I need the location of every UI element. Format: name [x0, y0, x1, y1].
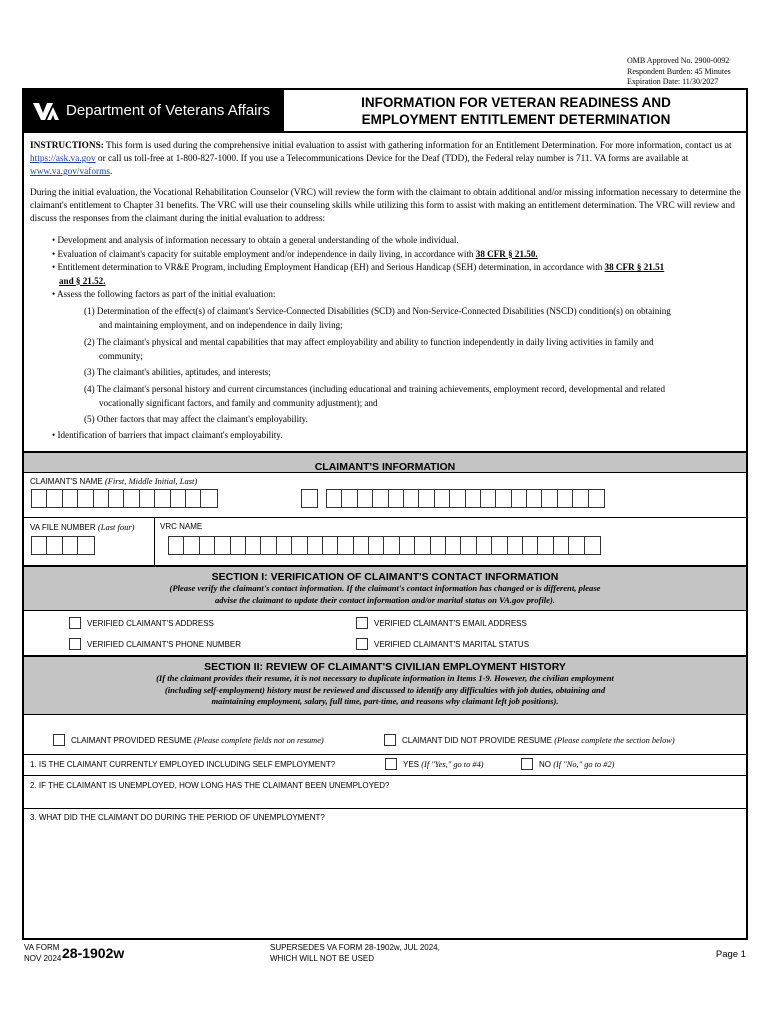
- character-box[interactable]: [384, 537, 399, 554]
- character-box[interactable]: [466, 490, 481, 507]
- checkbox-box[interactable]: [385, 758, 397, 770]
- question-3-input[interactable]: [24, 825, 746, 937]
- character-box[interactable]: [481, 490, 496, 507]
- character-box[interactable]: [338, 537, 353, 554]
- checkbox-label: VERIFIED CLAIMANT'S MARITAL STATUS: [374, 639, 530, 649]
- omb-approval: OMB Approved No. 2900-0092: [627, 56, 730, 65]
- cfr-link[interactable]: 38 CFR § 21.50.: [475, 248, 538, 259]
- character-box[interactable]: [369, 537, 384, 554]
- bullet-item: [52, 288, 742, 302]
- bullet-list: [52, 234, 742, 302]
- verified-email-checkbox[interactable]: [356, 617, 527, 629]
- resume-not-provided-checkbox[interactable]: [384, 734, 675, 746]
- bullet-text: • Assess the following factors as part of the initial evaluation:: [52, 289, 276, 299]
- verified-address-checkbox[interactable]: [69, 617, 214, 629]
- character-box[interactable]: [292, 537, 307, 554]
- character-box[interactable]: [404, 490, 419, 507]
- character-box[interactable]: [32, 490, 47, 507]
- factor-item: [84, 336, 744, 363]
- character-box[interactable]: [389, 490, 404, 507]
- title-line-2: EMPLOYMENT ENTITLEMENT DETERMINATION: [361, 112, 671, 127]
- checkbox-hint: (If "No," go to #2): [553, 759, 615, 769]
- factor-text: vocationally significant factors, and family and community adjustment); and: [99, 397, 378, 408]
- character-box[interactable]: [215, 537, 230, 554]
- character-box[interactable]: [277, 537, 292, 554]
- divider: [24, 517, 746, 518]
- title-line-1: INFORMATION FOR VETERAN READINESS AND: [361, 95, 671, 110]
- factor-text: (1) Determination of the effect(s) of claimant's Service-Connected Disabilities (SCD) and Non-Service-Connected Disabilities (NSCD) condition(s) on obtaining: [84, 306, 671, 316]
- instructions-text: or call us toll-free at 1-800-827-1000. If you use a Telecommunications Device for the Deaf (TDD), the Federal relay number is 711. VA forms are available at: [95, 154, 689, 164]
- checkbox-box[interactable]: [69, 617, 81, 629]
- character-box[interactable]: [527, 490, 542, 507]
- form-id: [24, 942, 61, 964]
- claimant-name-label: [30, 476, 197, 486]
- factor-text: (5) Other factors that may affect the claimant's employability.: [84, 414, 308, 424]
- character-box[interactable]: [200, 537, 215, 554]
- supersedes-line: WHICH WILL NOT BE USED: [270, 954, 375, 963]
- va-form-label: VA FORM: [24, 943, 60, 952]
- question-2-input[interactable]: [24, 790, 746, 807]
- form-header: [24, 90, 746, 133]
- cfr-link[interactable]: 38 CFR § 21.51: [604, 262, 665, 272]
- character-box[interactable]: [323, 537, 338, 554]
- character-box[interactable]: [327, 490, 342, 507]
- factor-text: community;: [99, 350, 143, 361]
- form-date: NOV 2024: [24, 954, 62, 963]
- bullet-text: • Evaluation of claimant's capacity for suitable employment and/or independence in daily living, in accordance with: [52, 248, 476, 259]
- checkbox-label: YES: [403, 759, 420, 769]
- section-1-header: [24, 565, 746, 611]
- section-title: SECTION I: VERIFICATION OF CLAIMANT'S CONTACT INFORMATION: [211, 571, 559, 583]
- divider: [24, 754, 746, 755]
- character-box[interactable]: [155, 490, 170, 507]
- bullet-item: [52, 248, 742, 262]
- factor-item: [84, 366, 744, 380]
- factor-item: [84, 413, 744, 427]
- character-box[interactable]: [569, 537, 584, 554]
- employed-no-checkbox[interactable]: [521, 758, 614, 770]
- factor-text: (4) The claimant's personal history and current circumstances (including educational and training achievements, employment record, developmental and related: [84, 384, 665, 394]
- instructions-text: This form is used during the comprehensive initial evaluation to assist with gathering information for an Entitlement Determination. For more information, contact us at: [103, 141, 732, 151]
- character-box[interactable]: [94, 490, 109, 507]
- divider: [24, 775, 746, 776]
- character-box[interactable]: [589, 490, 604, 507]
- character-box[interactable]: [246, 537, 261, 554]
- character-box[interactable]: [450, 490, 465, 507]
- evaluation-paragraph: During the initial evaluation, the Vocational Rehabilitation Counselor (VRC) will review the form with the claimant to obtain additional and/or missing information necessary to determine the claimant's entitlement to Chapter 31 benefits. The VRC will use their counseling skills while utilizing this form to assist with making an entitlement determination. The VRC will review and discuss the responses from the claimant during the initial evaluation to address:: [30, 188, 741, 224]
- character-box[interactable]: [373, 490, 388, 507]
- character-box[interactable]: [400, 537, 415, 554]
- supersedes-note: [270, 942, 440, 964]
- page-number: Page 1: [715, 949, 746, 960]
- character-box[interactable]: [477, 537, 492, 554]
- section-subtitle: maintaining employment, salary, full time, part-time, and reasons why claimant left job positions).: [211, 696, 559, 706]
- verified-marital-status-checkbox[interactable]: [356, 638, 529, 650]
- character-box[interactable]: [461, 537, 476, 554]
- character-box[interactable]: [231, 537, 246, 554]
- character-box[interactable]: [124, 490, 139, 507]
- character-box[interactable]: [184, 537, 199, 554]
- middle-initial-input[interactable]: [301, 489, 318, 508]
- employed-yes-checkbox[interactable]: [385, 758, 484, 770]
- section-title: SECTION II: REVIEW OF CLAIMANT'S CIVILIAN EMPLOYMENT HISTORY: [204, 661, 566, 673]
- checkbox-label: VERIFIED CLAIMANT'S EMAIL ADDRESS: [374, 618, 527, 628]
- character-box[interactable]: [358, 490, 373, 507]
- character-box[interactable]: [201, 490, 216, 507]
- label-hint: (Last four): [97, 522, 135, 532]
- instructions-label: INSTRUCTIONS:: [30, 141, 104, 151]
- checkbox-label: VERIFIED CLAIMANT'S ADDRESS: [87, 618, 214, 628]
- instructions: [30, 140, 742, 179]
- character-box[interactable]: [508, 537, 523, 554]
- checkbox-box[interactable]: [356, 617, 368, 629]
- character-box[interactable]: [186, 490, 201, 507]
- character-box[interactable]: [496, 490, 511, 507]
- section-2-header: [24, 655, 746, 715]
- character-box[interactable]: [435, 490, 450, 507]
- character-box[interactable]: [446, 537, 461, 554]
- bullet-item: [52, 261, 742, 288]
- character-box[interactable]: [558, 490, 573, 507]
- character-box[interactable]: [538, 537, 553, 554]
- section-title: CLAIMANT'S INFORMATION: [314, 461, 456, 473]
- character-box[interactable]: [573, 490, 588, 507]
- checkbox-label: VERIFIED CLAIMANT'S PHONE NUMBER: [87, 639, 241, 649]
- resume-provided-checkbox[interactable]: [53, 734, 324, 746]
- bullet-item: [52, 234, 742, 248]
- character-box[interactable]: [261, 537, 276, 554]
- character-box[interactable]: [63, 490, 78, 507]
- question-1-label: 1. IS THE CLAIMANT CURRENTLY EMPLOYED INCLUDING SELF EMPLOYMENT?: [30, 760, 336, 769]
- checkbox-label: NO: [539, 759, 551, 769]
- form-number: 28-1902w: [62, 945, 125, 961]
- character-box[interactable]: [63, 537, 78, 554]
- form-title: [286, 90, 746, 131]
- section-subtitle: (including self-employment) history must be reviewed and discussed to identify any difficulties with job duties, obtaining and: [164, 684, 606, 695]
- bullet-item: • Identification of barriers that impact claimant's employability.: [52, 430, 283, 440]
- va-logo-block: [24, 90, 284, 131]
- character-box[interactable]: [415, 537, 430, 554]
- vrc-name-input[interactable]: [168, 536, 601, 555]
- character-box[interactable]: [78, 537, 93, 554]
- claimant-info-header: [24, 451, 746, 473]
- va-seal-icon: [32, 100, 60, 122]
- checkbox-box[interactable]: [69, 638, 81, 650]
- bullet-text: • Entitlement determination to VR&E Program, including Employment Handicap (EH) and Serious Handicap (SEH) determination, in accordance with: [52, 262, 605, 272]
- va-file-number-label: [30, 522, 135, 532]
- cfr-link[interactable]: and § 21.52.: [59, 275, 106, 286]
- vrc-name-label: VRC NAME: [160, 522, 203, 531]
- character-box[interactable]: [302, 490, 317, 507]
- character-box[interactable]: [523, 537, 538, 554]
- checkbox-box[interactable]: [521, 758, 533, 770]
- question-3-label: 3. WHAT DID THE CLAIMANT DO DURING THE PERIOD OF UNEMPLOYMENT?: [30, 813, 325, 822]
- supersedes-line: SUPERSEDES VA FORM 28-1902w, JUL 2024,: [270, 943, 440, 952]
- divider: [24, 808, 746, 809]
- label-text: CLAIMANT'S NAME: [30, 477, 103, 486]
- character-box[interactable]: [585, 537, 600, 554]
- checkbox-label: CLAIMANT PROVIDED RESUME: [71, 735, 192, 745]
- character-box[interactable]: [512, 490, 527, 507]
- factor-text: and maintaining employment, and on independence in daily living;: [99, 319, 343, 330]
- checkbox-box[interactable]: [356, 638, 368, 650]
- character-box[interactable]: [308, 537, 323, 554]
- character-box[interactable]: [32, 537, 47, 554]
- checkbox-hint: (Please complete the section below): [554, 735, 675, 745]
- label-text: VA FILE NUMBER: [30, 523, 96, 532]
- section-subtitle: (Please verify the claimant's contact information. If the claimant's contact information has changed or is different, please: [169, 583, 601, 593]
- character-box[interactable]: [342, 490, 357, 507]
- department-name: Department of Veterans Affairs: [66, 102, 271, 119]
- checkbox-label: CLAIMANT DID NOT PROVIDE RESUME: [402, 735, 552, 745]
- character-box[interactable]: [109, 490, 124, 507]
- omb-burden: Respondent Burden: 45 Minutes: [627, 66, 731, 76]
- divider: [154, 517, 155, 565]
- first-name-input[interactable]: [31, 489, 218, 508]
- section-subtitle: (If the claimant provides their resume, it is not necessary to duplicate information in Items 1-9. However, the civilian employment: [156, 673, 614, 683]
- ask-va-link[interactable]: https://ask.va.gov: [30, 154, 96, 164]
- character-box[interactable]: [169, 537, 184, 554]
- omb-expiration: Expiration Date: 11/30/2027: [627, 77, 719, 86]
- va-forms-link[interactable]: www.va.gov/vaforms: [30, 167, 110, 177]
- checkbox-box[interactable]: [53, 734, 65, 746]
- question-2-label: 2. IF THE CLAIMANT IS UNEMPLOYED, HOW LONG HAS THE CLAIMANT BEEN UNEMPLOYED?: [30, 781, 390, 790]
- label-hint: (First, Middle Initial, Last): [104, 476, 198, 486]
- omb-info: [627, 56, 731, 88]
- checkbox-hint: (Please complete fields not on resume): [194, 735, 324, 745]
- character-box[interactable]: [47, 537, 62, 554]
- form-frame: [22, 88, 748, 940]
- character-box[interactable]: [140, 490, 155, 507]
- last-name-input[interactable]: [326, 489, 605, 508]
- section-subtitle: advise the claimant to update their contact information and/or marital status on VA.gov profile).: [214, 594, 556, 605]
- character-box[interactable]: [78, 490, 93, 507]
- factor-item: [84, 383, 744, 410]
- character-box[interactable]: [354, 537, 369, 554]
- character-box[interactable]: [542, 490, 557, 507]
- checkbox-box[interactable]: [384, 734, 396, 746]
- factor-text: (2) The claimant's physical and mental capabilities that may affect employability and ability to function independently in daily living activities in family and: [84, 337, 654, 347]
- bullet-text: • Development and analysis of information necessary to obtain a general understanding of the whole individual.: [52, 235, 459, 245]
- factor-item: [84, 305, 744, 332]
- character-box[interactable]: [419, 490, 434, 507]
- factor-text: (3) The claimant's abilities, aptitudes, and interests;: [84, 367, 271, 377]
- va-file-number-input[interactable]: [31, 536, 95, 555]
- verified-phone-checkbox[interactable]: [69, 638, 241, 650]
- checkbox-hint: (If "Yes," go to #4): [421, 759, 484, 769]
- character-box[interactable]: [492, 537, 507, 554]
- character-box[interactable]: [171, 490, 186, 507]
- instructions-text: .: [109, 167, 113, 177]
- character-box[interactable]: [47, 490, 62, 507]
- character-box[interactable]: [431, 537, 446, 554]
- character-box[interactable]: [554, 537, 569, 554]
